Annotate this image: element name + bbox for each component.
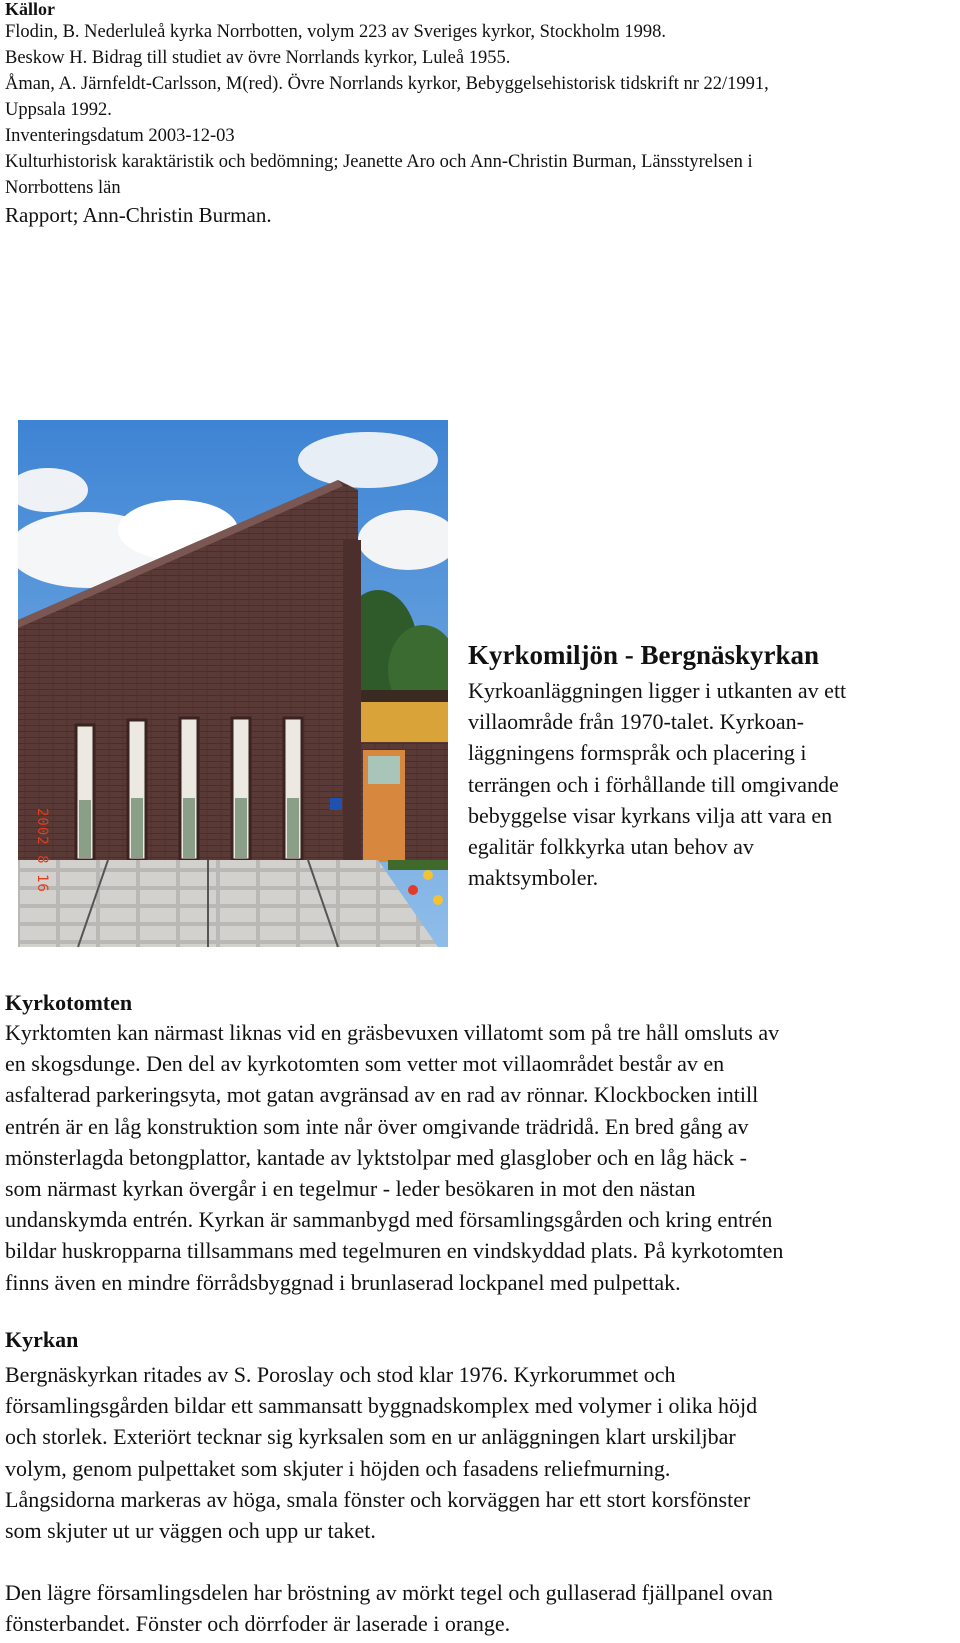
sources-heading: Källor [5,0,55,19]
source-line: Flodin, B. Nederluleå kyrka Norrbotten, volym 223 av Sveriges kyrkor, Stockholm 1998. [5,22,667,42]
text-line: villaområde från 1970-talet. Kyrkoan- [468,709,804,735]
text-line: egalitär folkkyrka utan behov av [468,834,754,860]
churchyard-paragraph [5,1017,955,1298]
text-line: terrängen och i förhållande till omgivande [468,771,839,797]
text-line: som närmast kyrkan övergår i en tegelmur - leder besökaren in mot den nästan [5,1176,696,1202]
environment-paragraph [468,675,938,893]
text-line: Den lägre församlingsdelen har bröstning av mörkt tegel och gullaserad fjällpanel ovan [5,1580,773,1605]
text-line: Bergnäskyrkan ritades av S. Poroslay och stod klar 1976. Kyrkorummet och [5,1362,676,1387]
churchyard-heading: Kyrkotomten [5,990,133,1015]
text-line: mönsterlagda betongplattor, kantade av lyktstolpar med glasglober och en låg häck - [5,1144,747,1170]
text-line: och storlek. Exteriört tecknar sig kyrksalen som en ur anläggningen klart urskiljbar [5,1424,736,1450]
text-line: Långsidorna markeras av höga, smala fönster och korväggen har ett stort korsfönster [5,1486,751,1512]
church-paragraph-2 [5,1577,955,1639]
text-line: läggningens formspråk och placering i [468,740,807,766]
source-line: Beskow H. Bidrag till studiet av övre Norrlands kyrkor, Luleå 1955. [5,48,511,68]
church-paragraph [5,1359,955,1546]
text-line: undanskymda entrén. Kyrkan är sammanbygd med församlingsgården och kring entrén [5,1207,773,1233]
text-line: Kyrkoanläggningen ligger i utkanten av ett [468,678,847,703]
text-line: maktsymboler. [468,865,599,891]
text-line: församlingsgården bildar ett sammansatt byggnadskomplex med volymer i olika höjd [5,1393,758,1419]
text-line: som skjuter ut ur väggen och upp ur taket. [5,1518,376,1544]
environment-heading: Kyrkomiljön - Bergnäskyrkan [468,640,820,670]
text-line: en skogsdunge. Den del av kyrkotomten som vetter mot villaområdet består av en [5,1051,725,1077]
text-line: entrén är en låg konstruktion som inte når över omgivande trädridå. En bred gång av [5,1113,749,1139]
text-line: bildar huskropparna tillsammans med tegelmuren en vindskyddad plats. På kyrkotomten [5,1238,784,1264]
church-photo [18,420,448,947]
text-line: fönsterbandet. Fönster och dörrfoder är laserade i orange. [5,1611,511,1637]
text-line: bebyggelse visar kyrkans vilja att vara en [468,802,833,828]
report-author: Rapport; Ann-Christin Burman. [5,203,272,227]
text-line: asfalterad parkeringsyta, mot gatan avgränsad av en rad av rönnar. Klockbocken intill [5,1082,759,1108]
text-line: finns även en mindre förrådsbyggnad i brunlaserad lockpanel med pulpettak. [5,1269,681,1295]
inventory-date: Inventeringsdatum 2003-12-03 [5,126,235,146]
source-line: Uppsala 1992. [5,100,112,120]
photo-date-stamp: 2002 8 16 [34,808,50,893]
text-line: volym, genom pulpettaket som skjuter i höjden och fasadens reliefmurning. [5,1455,671,1481]
source-line: Åman, A. Järnfeldt-Carlsson, M(red). Övre Norrlands kyrkor, Bebyggelsehistorisk tidskrift nr 22/1991, [5,74,769,94]
source-line: Norrbottens län [5,178,121,198]
source-line: Kulturhistorisk karaktäristik och bedömning; Jeanette Aro och Ann-Christin Burman, Länsstyrelsen i [5,152,753,172]
church-heading: Kyrkan [5,1327,79,1352]
text-line: Kyrktomten kan närmast liknas vid en gräsbevuxen villatomt som på tre håll omsluts av [5,1020,780,1045]
